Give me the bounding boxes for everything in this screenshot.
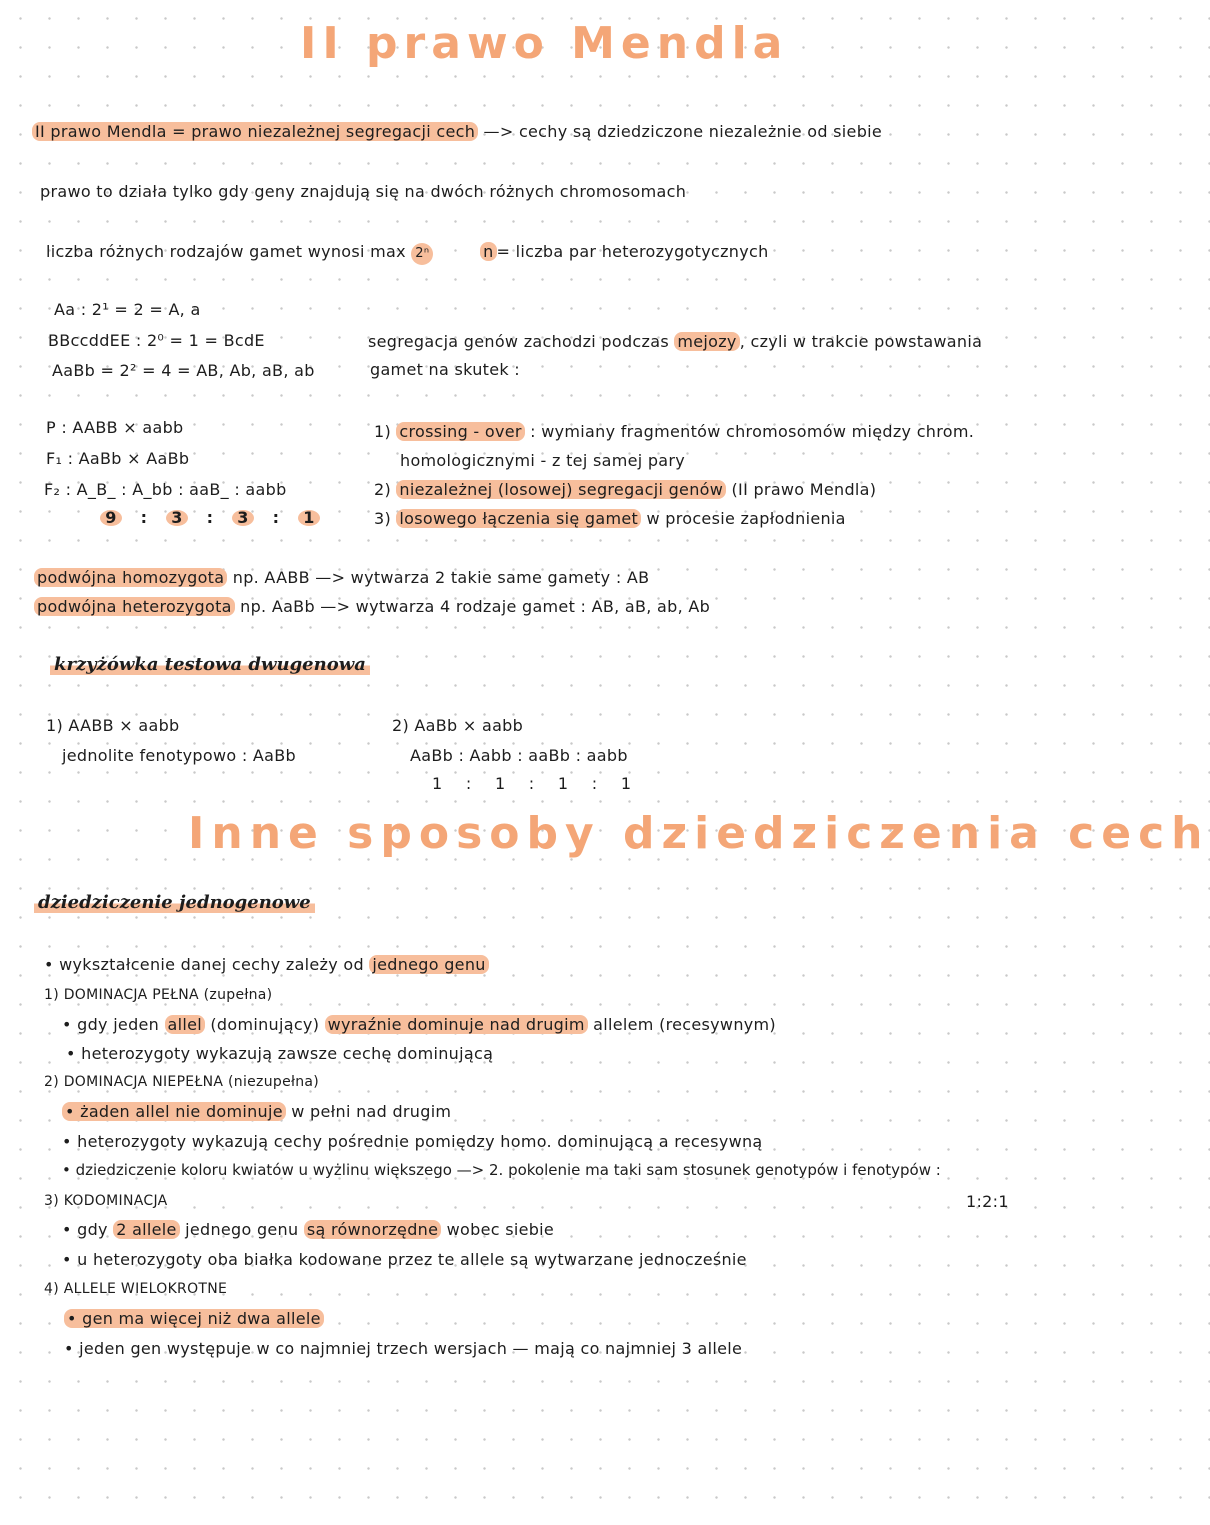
cause-2 <box>374 482 876 498</box>
definition-line <box>32 124 882 140</box>
monogenic-title: dziedziczenie jednogenowe <box>34 894 315 912</box>
incomplete-dominance-title: 2) DOMINACJA NIEPEŁNA (niezupełna) <box>44 1074 320 1090</box>
dominates-highlight: wyraźnie dominuje nad drugim <box>325 1015 588 1034</box>
multiple-alleles-title: 4) ALLELE WIELOKROTNE <box>44 1281 228 1297</box>
two-alleles-highlight: 2 allele <box>113 1220 180 1239</box>
zygote-rest: np. AaBb —> wytwarza 4 rodzaje gamet : AB, aB, ab, Ab <box>240 597 711 616</box>
cause-highlight: niezależnej (losowej) segregacji genów <box>396 480 726 499</box>
condition-line: prawo to działa tylko gdy geny znajdują się na dwóch różnych chromosomach <box>40 182 687 201</box>
ratio-3b: 3 <box>232 510 254 526</box>
text: w pełni nad drugim <box>291 1102 452 1121</box>
full-dominance-line-2: • heterozygoty wykazują zawsze cechę dominującą <box>66 1044 494 1063</box>
text: jednego genu <box>185 1220 299 1239</box>
definition-rest: —> cechy są dziedziczone niezależnie od siebie <box>483 122 883 141</box>
cause-3 <box>374 511 846 527</box>
one-gene-highlight: jednego genu <box>369 955 488 974</box>
test-cross-2-line-1: 2) AaBb × aabb <box>392 716 524 735</box>
test-cross-1-line-1: 1) AABB × aabb <box>46 716 180 735</box>
cause-rest: w procesie zapłodnienia <box>646 509 846 528</box>
text: • gdy <box>62 1220 108 1239</box>
cause-1-cont: homologicznymi - z tej samej pary <box>400 451 686 470</box>
intro-text: • wykształcenie danej cechy zależy od <box>44 955 364 974</box>
zygote-rest: np. AABB —> wytwarza 2 takie same gamety : AB <box>232 568 650 587</box>
test-cross-title: krzyżówka testowa dwugenowa <box>50 656 370 674</box>
cause-rest: : wymiany fragmentów chromosomów między chrom. <box>530 422 975 441</box>
cause-num: 3) <box>374 509 392 528</box>
double-heterozygote <box>34 599 710 615</box>
test-cross-2-line-2: AaBb : Aabb : aaBb : aabb <box>410 746 628 765</box>
section-title: Inne sposoby dziedziczenia cech <box>188 808 1210 859</box>
multiple-alleles-line-1 <box>64 1311 324 1327</box>
double-homozygote <box>34 570 649 586</box>
no-dominance-highlight: • żaden allel nie dominuje <box>62 1102 286 1121</box>
f2-ratio: 9 : 3 : 3 : 1 <box>100 510 320 526</box>
codominance-line-2: • u heterozygoty oba białka kodowane przez te allele są wytwarzane jednocześnie <box>62 1250 747 1269</box>
zygote-term: podwójna heterozygota <box>34 597 235 616</box>
text: wobec siebie <box>446 1220 555 1239</box>
incomplete-dominance-line-1 <box>62 1104 451 1120</box>
codominance-line-1 <box>62 1222 554 1238</box>
ratio-3a: 3 <box>166 510 188 526</box>
cause-num: 2) <box>374 480 392 499</box>
full-dominance-title: 1) DOMINACJA PEŁNA (zupełna) <box>44 987 273 1003</box>
monogenic-intro <box>44 957 489 973</box>
full-dominance-line-1 <box>62 1017 776 1033</box>
segregation-text-a: segregacja genów zachodzi podczas <box>368 332 669 351</box>
cause-highlight: losowego łączenia się gamet <box>396 509 641 528</box>
text: • gdy jeden <box>62 1015 160 1034</box>
allele-highlight: allel <box>165 1015 205 1034</box>
codominance-title: 3) KODOMINACJA <box>44 1193 168 1209</box>
f1-cross: F₁ : AaBb × AaBb <box>46 449 190 468</box>
incomplete-dominance-ratio: 1:2:1 <box>966 1192 1009 1211</box>
ratio-1: 1 <box>298 510 320 526</box>
example-1: Aa : 2¹ = 2 = A, a <box>54 300 201 319</box>
ratio-9: 9 <box>100 510 122 526</box>
more-alleles-highlight: • gen ma więcej niż dwa allele <box>64 1309 324 1328</box>
page-title: II prawo Mendla <box>300 18 789 69</box>
segregation-line-1 <box>368 334 982 350</box>
test-cross-2-ratio: 1 : 1 : 1 : 1 <box>432 774 632 793</box>
definition-term: II prawo Mendla = prawo niezależnej segregacji cech <box>32 122 478 141</box>
meiosis-highlight: mejozy <box>674 332 739 351</box>
text: allelem (recesywnym) <box>593 1015 776 1034</box>
incomplete-dominance-line-2: • heterozygoty wykazują cechy pośrednie pomiędzy homo. dominującą a recesywną <box>62 1132 763 1151</box>
example-3: AaBb = 2² = 4 = AB, Ab, aB, ab <box>52 361 315 380</box>
test-cross-1-line-2: jednolite fenotypowo : AaBb <box>62 746 296 765</box>
incomplete-dominance-line-3: • dziedziczenie koloru kwiatów u wyżlinu większego —> 2. pokolenie ma taki sam stosunek genotypów i fenotypów : <box>62 1161 941 1179</box>
zygote-term: podwójna homozygota <box>34 568 227 587</box>
cause-highlight: crossing - over <box>396 422 524 441</box>
parental-cross: P : AABB × aabb <box>46 418 184 437</box>
cause-num: 1) <box>374 422 392 441</box>
f2-genotypes: F₂ : A_B_ : A_bb : aaB_ : aabb <box>44 480 287 499</box>
cause-1 <box>374 424 974 440</box>
segregation-text-b: , czyli w trakcie powstawania <box>739 332 983 351</box>
example-2: BBccddEE : 2⁰ = 1 = BcdE <box>48 331 265 350</box>
segregation-line-2: gamet na skutek : <box>370 360 520 379</box>
gametes-line <box>46 243 769 265</box>
n-definition: = liczba par heterozygotycznych <box>496 242 769 261</box>
cause-rest: (II prawo Mendla) <box>731 480 877 499</box>
n-term: n <box>480 242 496 261</box>
text: (dominujący) <box>210 1015 320 1034</box>
gametes-text: liczba różnych rodzajów gamet wynosi max <box>46 242 406 261</box>
gametes-formula: 2ⁿ <box>411 243 433 265</box>
multiple-alleles-line-2: • jeden gen występuje w co najmniej trzech wersjach — mają co najmniej 3 allele <box>64 1339 743 1358</box>
equivalent-highlight: są równorzędne <box>304 1220 441 1239</box>
